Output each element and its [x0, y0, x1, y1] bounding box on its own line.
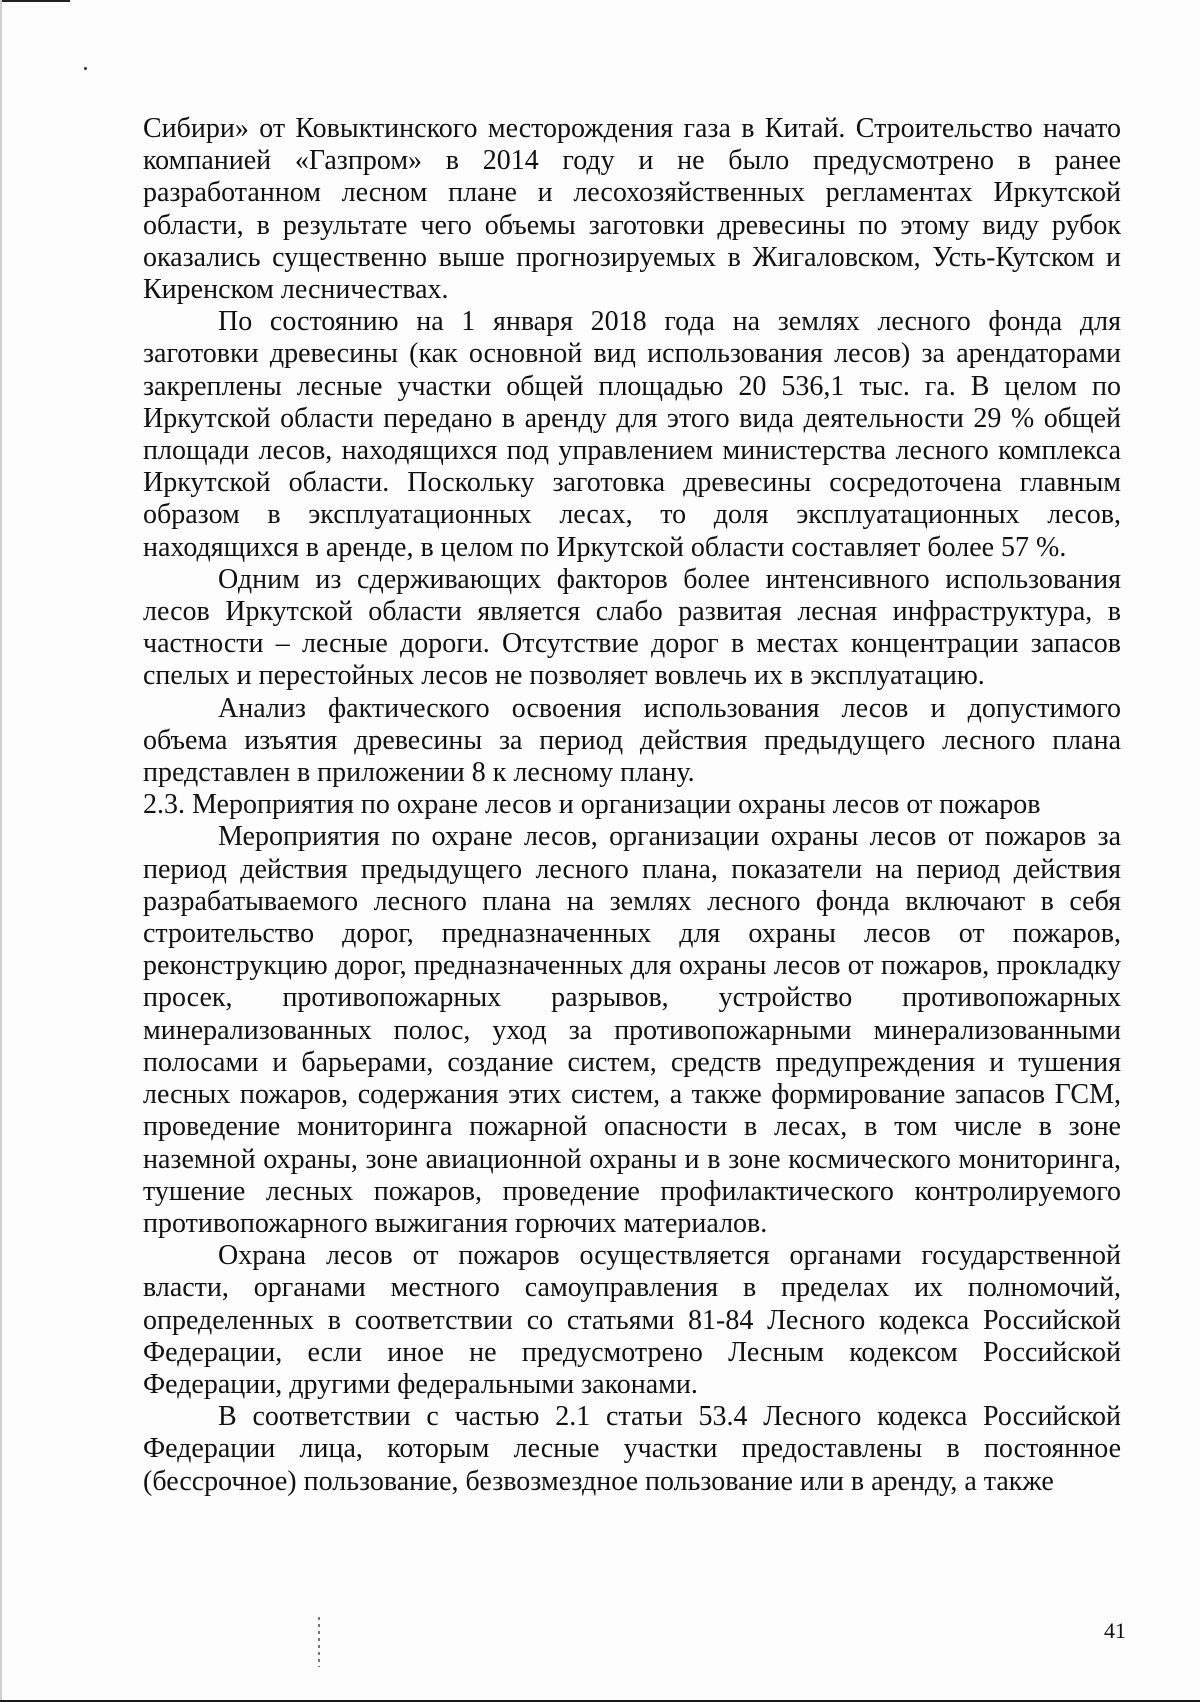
- scan-speck: [84, 67, 87, 70]
- section-heading: 2.3. Мероприятия по охране лесов и организации охраны лесов от пожаров: [143, 789, 1041, 821]
- paragraph-lease-area: По состоянию на 1 января 2018 года на землях лесного фонда для заготовки древесины (как основной вид использования лесов) за арендаторами закреплены лесные участки общей площадью 20 536,1 тыс. га. В целом по Иркутской области передано в аренду для этого вида деятельности 29 % общей площади лесов, находящихся под управлением министерства лесного комплекса Иркутской области. Поскольку заготовка древесины сосредоточена главным образом в эксплуатационных лесах, то доля эксплуатационных лесов, находящихся в аренде, в целом по Иркутской области составляет более 57 %.: [143, 306, 1121, 563]
- scan-artifact-left-edge: [0, 0, 2, 1702]
- paragraph-fire-protection-authorities: Охрана лесов от пожаров осуществляется органами государственной власти, органами местного самоуправления в пределах их полномочий, определенных в соответствии со статьями 81-84 Лесного кодекса Российской Федерации, если иное не предусмотрено Лесным кодексом Российской Федерации, другими федеральными законами.: [143, 1240, 1121, 1400]
- scan-dashed-mark: [318, 1617, 320, 1667]
- paragraph-article-reference: В соответствии с частью 2.1 статьи 53.4 Лесного кодекса Российской Федерации лица, которым лесные участки предоставлены в постоянное (бессрочное) пользование, безвозмездное пользование или в аренду, а также: [143, 1401, 1121, 1497]
- paragraph-infrastructure: Одним из сдерживающих факторов более интенсивного использования лесов Иркутской области является слабо развитая лесная инфраструктура, в частности – лесные дороги. Отсутствие дорог в местах концентрации запасов спелых и перестойных лесов не позволяет вовлечь их в эксплуатацию.: [143, 563, 1121, 692]
- scan-artifact-top-line: [0, 0, 70, 2]
- paragraph-analysis: Анализ фактического освоения использования лесов и допустимого объема изъятия древесины за период действия предыдущего лесного плана представлен в приложении 8 к лесному плану.: [143, 692, 1121, 789]
- paragraph-fire-measures: Мероприятия по охране лесов, организации охраны лесов от пожаров за период действия предыдущего лесного плана, показатели на период действия разрабатываемого лесного плана на землях лесного фонда включают в себя строительство дорог, предназначенных для охраны лесов от пожаров, реконструкцию дорог, предназначенных для охраны лесов от пожаров, прокладку просек, противопожарных разрывов, устройство противопожарных минерализованных полос, уход за противопожарными минерализованными полосами и барьерами, создание систем, средств предупреждения и тушения лесных пожаров, содержания этих систем, а также формирование запасов ГСМ, проведение мониторинга пожарной опасности в лесах, в том числе в зоне наземной охраны, зоне авиационной охраны и в зоне космического мониторинга, тушение лесных пожаров, проведение профилактического контролируемого противопожарного выжигания горючих материалов.: [143, 821, 1121, 1239]
- paragraph-continued: Сибири» от Ковыктинского месторождения газа в Китай. Строительство начато компанией «Газпром» в 2014 году и не было предусмотрено в ранее разработанном лесном плане и лесохозяйственных регламентах Иркутской области, в результате чего объемы заготовки древесины по этому виду рубок оказались существенно выше прогнозируемых в Жигаловском, Усть-Кутском и Киренском лесничествах.: [143, 113, 1121, 306]
- document-body: [143, 113, 1121, 1498]
- page-number: 41: [1104, 1618, 1126, 1643]
